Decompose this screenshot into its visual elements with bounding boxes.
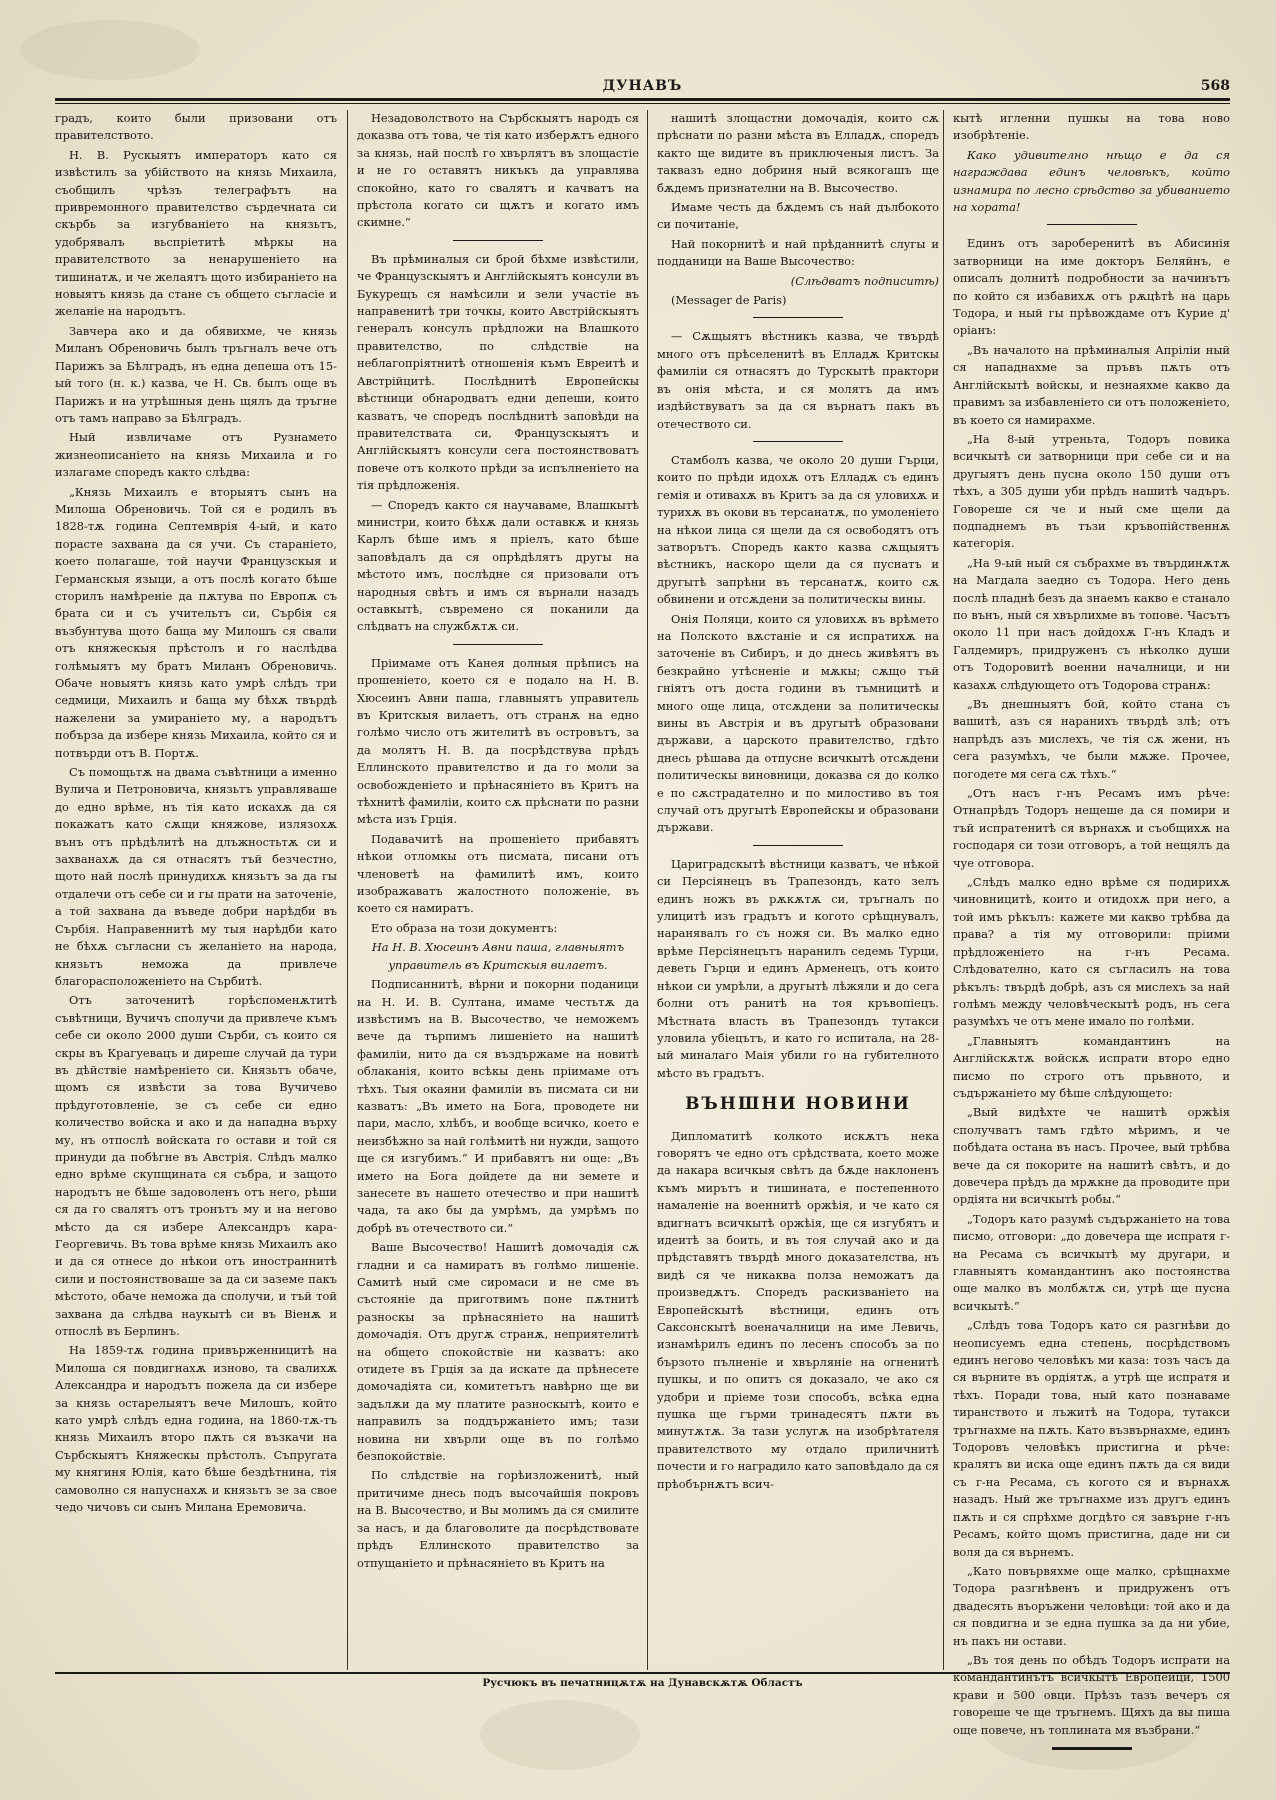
article-paragraph: „Въ днешныятъ бой, който стана съ вашитѣ, азъ ся наранихъ твърдѣ злѣ; отъ напрѣдъ азъ мислехъ, че тія сѫ жени, нъ сега разумѣхъ, че были мѫже. Прочее, погодете мя сега сѫ тѣхъ.“ bbox=[953, 697, 1230, 781]
article-paragraph: Имаме честь да бѫдемъ съ най дълбокото си почитаніе, bbox=[657, 200, 939, 232]
article-paragraph: „Главныятъ командантинъ на Англійскѫтѫ войскѫ испрати второ едно писмо по строго отъ прьвното, и съдържаніето му бѣше слѣдующето: bbox=[953, 1033, 1230, 1100]
article-paragraph: (Слѣдватъ подписитѣ) bbox=[790, 273, 939, 288]
article-paragraph: Н. В. Рускыятъ императоръ като ся извѣстилъ за убійството на князь Михаила, съобщилъ чрѣзъ телеграфътъ на привремонного правителство сърдечната си скърбь за изгубваніето на князьтъ, удобрявалъ вьспріетитѣ мѣркы на правителството за ненарушеніето на тишинатѫ, и че желаятъ щото избираніето на новыятъ князь да стане съ общето съгласіе и желаніе на народътъ. bbox=[55, 147, 337, 319]
article-paragraph: Отъ заточенитѣ горѣспоменѫтитѣ съвѣтници, Вучичъ сполучи да привлече къмъ себе си около 2000 души Сърби, съ които ся скры въ Крагуевацъ и диреше случай да тури въ дѣйствіе намѣреніето си. Князьтъ обаче, щомъ ся извѣсти за това Вучичево прѣдуготовленіе, зе съ себе си едно количество войска и ако и да нападна върху му, нъ отпослѣ войската го остави и той ся принуди да побѣгне въ Австрія. Слѣдъ малко едно врѣме скупщината ся събра, и защото народътъ не бѣше задоволенъ отъ него, рѣши ся да го свалятъ отъ тронътъ му и на негово мѣсто да ся избере Александръ кара-Георгевичь. Въ това врѣме князь Михаилъ ако и да ся отнесе до нѣкои отъ иностраннитѣ сили и постоянствоваше за да си заземе пакъ мѣстото, обаче неможа да сполучи, и тъй той захвана да слѣдва наукытѣ си въ Віенѫ и отпослѣ въ Берлинъ. bbox=[55, 993, 338, 1339]
article-paragraph: Най покорнитѣ и най прѣданнитѣ слугы и подданици на Ваше Высочество: bbox=[657, 236, 939, 269]
page-number: 568 bbox=[1200, 78, 1230, 94]
article-paragraph: „Отъ насъ г-нъ Ресамъ имъ рѣче: Отнапрѣдъ Тодоръ нещеше да ся помири и тъй испратенитѣ ся върнахѫ и съобщихѫ на господаря си този отговоръ, а той нещялъ да чуе отговора. bbox=[953, 786, 1230, 870]
article-paragraph: Ваше Высочество! Нашитѣ домочадія сѫ гладни и са намиратъ въ голѣмо лишеніе. Самитѣ ный сме сиромаси и не сме въ състояніе да приготвимъ поне пѫтнитѣ разноскы за прѣнасяніето на нашитѣ домочадія. Отъ другѫ странѫ, неприятелитѣ на общето спокойствіе ни казватъ: ако отидете въ Грція за да искате да прѣнесете домочадіята си, комитетътъ навѣрно ще ви задълѫи да му платите разноскытѣ, които е направилъ за поддържаніето имъ; тази новина ни хвърли още въ по голѣмо безпокойствіе. bbox=[357, 1240, 639, 1464]
column-divider bbox=[347, 110, 348, 1670]
column-4 bbox=[953, 110, 1230, 1737]
article-paragraph: кытѣ игленни пушкы на това ново изобрѣтеніе. bbox=[953, 111, 1230, 143]
printer-imprint: Русчюкъ въ печатницѫтѫ на Дунавскѫтѫ Областъ bbox=[55, 1672, 1230, 1689]
article-paragraph: — Споредъ както ся научаваме, Влашкытѣ министри, които бѣхѫ дали оставкѫ и князь Карлъ бѣше имъ я пріелъ, като бѣше заповѣдалъ да ся опрѣдѣлятъ другы на мѣстото имъ, послѣдне ся призовали отъ народныя свѣтъ и имъ ся върнали назадъ оставкытѣ, съвремено ся поканили да слѣдватъ на службѫтѫ си. bbox=[357, 497, 639, 634]
article-paragraph: нашитѣ злощастни домочадія, които сѫ прѣснати по разни мѣста въ Елладѫ, споредъ както ще видите въ приключеныя листъ. За таквазъ едно добриня ный всякогашъ ще бѫдемъ признателни на В. Высочество. bbox=[657, 111, 939, 195]
newspaper-title: ДУНАВЪ bbox=[602, 78, 683, 94]
paper-stain bbox=[20, 20, 200, 80]
column-divider bbox=[647, 110, 648, 1670]
article-paragraph: „Князь Михаилъ е вторыятъ сынъ на Милоша Обреновичь. Той ся е родилъ въ 1828-тѫ година Септемврія 4-ый, и като порасте захвана да ся учи. Съ стараніето, което полагаше, той научи Французскыя и Германскыя языци, а отъ послѣ когато бѣше сторилъ намѣреніе да пѫтува по Европѫ съ брата си и съ учительтъ си, Сърбія ся възбунтува щото баща му Милошъ ся свали отъ княжескыя прѣстолъ и го наслѣдва голѣмыятъ му братъ Миланъ Обреновичь. Обаче новыятъ князь като умрѣ слѣдъ три седмици, Михаилъ и баща му бѣхѫ твърдѣ нажелени за умираніето му, а народътъ побърза да избере князь Михаила, който ся и потвърди отъ В. Портѫ. bbox=[55, 484, 337, 760]
paper-stain bbox=[480, 1700, 640, 1770]
article-paragraph: Незадоволството на Сърбскыятъ народъ ся доказва отъ това, че тія като изберѫтъ едного за князь, най послѣ го хвърлятъ въ злощастіе и не го оставятъ никъкъ да управлява спокойно, като го свалятъ и качватъ на прѣстола когато си щѫтъ и когато имъ скимне.“ bbox=[357, 111, 639, 230]
article-paragraph: Ето образа на този документъ: bbox=[371, 920, 558, 935]
article-paragraph: На 1859-тѫ година привърженницитѣ на Милоша ся повдигнахѫ изново, та свалихѫ Александра и народътъ пожела да си избере за князь остарелыятъ вече Милошъ, който като умрѣ слѣдъ една година, на 1860-тѫ-тъ князь Михаилъ второ пѫть ся възкачи на Сърбскыятъ Княжескы прѣстолъ. Съпругата му княгиня Юлія, като бѣше бездѣтнина, тія самоволно ся напуснахѫ и князьтъ зе за свое чедо чичовъ си сынъ Милана Еремовича. bbox=[55, 1343, 337, 1515]
masthead-rule-thin bbox=[55, 103, 1230, 104]
article-paragraph: Завчера ако и да обявихме, че князь Миланъ Обреновичь былъ тръгналъ вече отъ Парижъ за Бѣлградъ, нъ една депеша отъ 15-ый того (н. к.) казва, че Н. Св. былъ още въ Парижъ и на утрѣшныя день щялъ да тръгне отъ тамъ направо за Бѣлградъ. bbox=[55, 323, 337, 425]
article-paragraph: „Слѣдъ малко едно врѣме ся подирихѫ чиновницитѣ, които и отидохѫ при него, а той имъ рѣкълъ: кажете ми какво трѣбва да права? а тія му отговорили: пріими прѣдложеніето на г-нъ Ресама. Слѣдователно, като ся съгласилъ на това рѣкълъ: твърдѣ добрѣ, азъ ся мислехъ за най голѣмъ между человѣческытѣ родъ, нъ сега разумѣхъ че отъ мене имало по голѣми. bbox=[953, 875, 1230, 1029]
article-paragraph: На Н. В. Хюсеинъ Авни паша, главныятъ управитель въ Критскыя вилаетъ. bbox=[371, 940, 625, 972]
masthead-rule bbox=[55, 98, 1230, 101]
article-paragraph: „Вый видѣхте че нашитѣ оржѣія сполучватъ тамъ гдѣто мѣримъ, и че побѣдата остана въ насъ. Прочее, вый трѣбва вече да ся покорите на нашитѣ свѣтъ, и до довечера прѣдъ да мрѫкне да проводите при ордіята ни всичкытѣ робы.“ bbox=[953, 1105, 1230, 1207]
article-paragraph: „На 8-ый утреньта, Тодоръ повика всичкытѣ си затворници при себе си и на другыятъ день пусна около 150 души отъ тѣхъ, а 305 души уби прѣдъ нашитѣ чадъръ. Говореше ся че и ный сме щели да подпаднемъ въ тъзи кръвопійственнѫ категорія. bbox=[953, 431, 1230, 551]
article-paragraph: Съ помощьтѫ на двама съвѣтници а именно Вулича и Петроновича, князьтъ управляваше до едно врѣме, нъ тія като искахѫ да ся покажатъ като сѫщи княжове, излязохѫ вънъ отъ прѣдѣлитѣ на длъжностьтѫ си и захванахѫ да ся отнасятъ тъй безчестно, щото най послѣ принудихѫ князьтъ за да гы отдалечи отъ себе си и гы прати на заточеніе, а той захвана да въведе добри нарѣдби въ Сърбія. Направеннитѣ му тыя нарѣдби като не бѣхѫ съгласни съ желаніето на народа, князьтъ неможа да привлече благорасположеніето на Сърбитѣ. bbox=[55, 765, 337, 988]
section-separator bbox=[753, 441, 843, 442]
article-paragraph: „Въ началото на прѣминалыя Апріліи ный ся нападнахме за пръвъ пѫть отъ Англійскытѣ войскы, и незнаяхме какво да правимъ за избавленіето си отъ положеніето, въ което ся намирахме. bbox=[953, 342, 1230, 427]
article-paragraph: Дипломатитѣ колкото искѫтъ нека говорятъ че едно отъ срѣдствата, което може да накара всичкыя свѣтъ да бѫде наклоненъ къмъ мирътъ и тишината, е постепенното намаленіе на военнитѣ оржѣія, и че като ся вдигнатъ всичкытѣ оржѣія, ще ся изгубятъ и идеитѣ за боить, и въ тоя случай ако и да прѣдставятъ твърдѣ много доказателства, нъ видѣ ся че никаква полза неможатъ да произведѫтъ. Споредъ раскизваніето на Европейскытѣ вѣстници, единъ отъ Саксонскытѣ военачалници на име Левичь, изнамѣрилъ единъ по лесенъ способъ за по бързото пълненіе и хвърляніе на огненитѣ пушкы, и по опитъ ся доказало, че ако ся удобри и пріеме този способъ, всѣка една пушка ще гърми тринадесятъ пѫти въ минутѫтѫ. За тази услугѫ на изобрѣтателя правителството му отдало приличнитѣ почести и го наградило като заповѣдало да ся прѣобърнѫтъ всич- bbox=[657, 1128, 939, 1491]
article-paragraph: (Messager de Paris) bbox=[671, 293, 787, 308]
section-headline: ВЪНШНИ НОВИНИ bbox=[685, 1094, 911, 1115]
column-3 bbox=[657, 110, 939, 1670]
article-paragraph: „Като повървяхме още малко, срѣщнахме Тодора разгнѣвенъ и придруженъ отъ двадесять въоръжени человѣци: той ако и да ся повдигна и зе една пушка за да ни убие, нъ пакъ ни остави. bbox=[953, 1563, 1230, 1648]
article-paragraph: Единъ отъ зароберенитѣ въ Абисинія затворници на име докторъ Беляйнъ, е описалъ долнитѣ подробности за начинътъ по който ся избавихѫ отъ рѫцѣтѣ на царь Тодора, и ный гы прѣвождаме отъ Курие д' оріанъ: bbox=[953, 236, 1230, 338]
article-paragraph: Ный извличаме отъ Рузнамето жизнеописаніето на князь Михаила и го излагаме споредъ както слѣдва: bbox=[55, 430, 337, 480]
article-paragraph: „Слѣдъ това Тодоръ като ся разгнѣви до неописуемъ една степень, посрѣдствомъ единъ негово человѣкъ ми каза: тозъ часъ да ся върните въ ордіятѫ, а утрѣ ще испратя и тѣхъ. Поради това, ный като познаваме тиранството и лъжитѣ на Тодора, тутакси тръгнахме на пѫть. Като възвърнахме, единъ Тодоровъ человѣкъ пристигна и рѣче: кралятъ ви иска още единъ пѫть да ся види съ г-на Ресама, съ когото ся и върнахѫ назадъ. Ный же тръгнахме изъ другъ единъ пѫть и ся спрѣхме догдѣто ся завърне г-нъ Ресамъ, който щомъ пристигна, даде ни си воля да ся върнемъ. bbox=[953, 1318, 1230, 1559]
article-paragraph: Онія Поляци, които ся уловихѫ въ врѣмето на Полското вѫстаніе и ся испратихѫ на заточеніе въ Сибиръ, и до днесь живѣятъ въ безкрайно утѣсненіе и мѫкы; сѫщо тъй гніятъ отъ доста години въ тъмницитѣ и много още лица, отсѫдени за политическы вины въ Австрія и въ другытѣ образовани държави, а царското правителство, гдѣто днесь рѣшава да отпусне всичкытѣ отсѫдени политическы виновници, доказва ся до колко е по сѫстрадателно и по милостиво въ тоя случай отъ другытѣ Европейскы и образовани държави. bbox=[657, 611, 939, 835]
article-paragraph: Подписаннитѣ, вѣрни и покорни поданици на Н. И. В. Султана, имаме честьтѫ да извѣстимъ на В. Высочество, че неможемъ вече да търпимъ лишеніето на нашитѣ фамиліи, нито да ся въздържаме на новитѣ облаканія, които всѣкы день пріимаме отъ тѣхъ. Тыя окаяни фамиліи въ писмата си ни казватъ: „Въ името на Бога, проводете ни пари, масло, хлѣбъ, и вообще всичко, което е неизбѣжно за най голѣмитѣ ни нужди, защото ще ся изгубимъ.“ И прибавятъ ни още: „Въ името на Бога дойдете да ни земете и занесете въ нашето отечество и при нашитѣ чада, та ако бы да умрѣмъ, да умрѣмъ по добрѣ въ отечеството си.“ bbox=[357, 977, 639, 1235]
article-paragraph: Цариградскытѣ вѣстници казватъ, че нѣкой си Персіянецъ въ Трапезондъ, като зелъ единъ ножъ въ рѫкѫтѫ си, тръгналъ по улицитѣ изъ градътъ и когото срѣщнувалъ, наранявалъ го съ ножя си. Въ малко едно врѣме Персіянецътъ наранилъ седемь Турци, деветь Гърци и единъ Арменецъ, отъ които нѣкои си умрѣли, а другытѣ лѣжяли и до сега болни отъ ранитѣ на тоя кръвопіецъ. Мѣстната власть въ Трапезондъ тутакси уловила убіецътъ, и като го испитала, на 28-ый миналаго Маія убили го на губителното мѣсто въ градътъ. bbox=[657, 856, 939, 1080]
article-paragraph: „На 9-ый ный ся събрахме въ твърдинѫтѫ на Магдала заедно съ Тодора. Него день послѣ пладнѣ безъ да знаемъ какво е станало по вънъ, ный ся хвърлихме въ топове. Часътъ около 11 при насъ дойдохѫ Г-нъ Кладъ и Галдемиръ, придруженъ съ нѣколко души отъ Тодоровитѣ военни началници, и ни казахѫ слѣдующето отъ Тодорова странѫ: bbox=[953, 555, 1230, 692]
article-paragraph: градъ, които были призовани отъ правителството. bbox=[55, 111, 337, 143]
section-separator bbox=[753, 317, 843, 318]
article-paragraph: „Въ тоя день по обѣдъ Тодоръ испрати на командантинътъ всичкытѣ Европейци, 1500 крави и 500 овци. Прѣзъ тазъ вечеръ ся говореше че ще тръгнемъ. Щяхъ да вы пиша още повече, нъ топлината мя възбрани.“ bbox=[953, 1652, 1230, 1737]
article-paragraph: Подавачитѣ на прошеніето прибавятъ нѣкои отломкы отъ писмата, писани отъ членоветѣ на фамилитѣ имъ, които изображаватъ жалостното положеніе, въ което ся намиратъ. bbox=[357, 831, 639, 916]
section-separator bbox=[453, 240, 543, 241]
column-divider bbox=[943, 110, 944, 1670]
section-separator bbox=[453, 644, 543, 645]
article-paragraph: Пріимаме отъ Канея долныя прѣписъ на прошеніето, което ся е подало на Н. В. Хюсеинъ Авни паша, главныятъ управитель въ Критскыя вилаетъ, отъ странѫ на едно голѣмо число отъ жителитѣ въ островътъ, за да молятъ Н. В. да посрѣдствува прѣдъ Еллинското правителство и да го моли за освобожденіето и прѣнасяніето въ Критъ на тѣхнитѣ фамиліи, които сѫ прѣснати по разни мѣста изъ Грція. bbox=[357, 655, 639, 827]
article-paragraph: „Тодоръ като разумѣ съдържаніето на това писмо, отговори: „до довечера ще испратя г-на Ресама съ всичкытѣ му другари, и главныятъ командантинъ ако постоянства още малко въ молбѫтѫ си, утрѣ ще пусна всичкытѣ.“ bbox=[953, 1211, 1230, 1313]
article-paragraph: Въ прѣминалыя си брой бѣхме извѣстили, че Французскыятъ и Англійскыятъ консули въ Букурещъ ся намѣсили и зели участіе въ направенитѣ три точкы, които Австрійскыятъ генералъ консулъ прѣдложи на Влашкото правителство, по слѣдствіе на неблагопріятнитѣ отношенія къмъ Евреитѣ и Австрійцитѣ. Послѣднитѣ Европейскы вѣстници обнародватъ едни депеши, които казватъ, че споредъ послѣднитѣ заповѣди на правителствата си, Французскыятъ и Англійскыятъ консули сега постоянствоватъ повече отъ колкото прѣди за испълненіето на тія прѣдложенія. bbox=[357, 251, 639, 493]
article-paragraph: — Сѫщыятъ вѣстникъ казва, че твърдѣ много отъ прѣселенитѣ въ Елладѫ Критскы фамиліи ся отнасятъ до Турскытѣ практори въ онія мѣста, и ся молятъ да имъ издѣйствуватъ за да ся върнатъ пакъ въ отечеството си. bbox=[657, 329, 939, 431]
article-paragraph: Стамболъ казва, че около 20 души Гърци, които по прѣди идохѫ отъ Елладѫ съ единъ гемія и отивахѫ въ Критъ за да ся уловихѫ и турихѫ въ окови въ терсанатѫ, по умоленіето на нѣкои лица ся щели да ся освободятъ отъ затворътъ. Споредъ както казва сѫщыятъ вѣстникъ, наскоро щели да ся пуснатъ и другытѣ запрѣни въ терсанатѫ, които сѫ обвинени и отсѫдени за политическы вины. bbox=[657, 452, 939, 607]
section-separator bbox=[753, 845, 843, 846]
column-1 bbox=[55, 110, 337, 1670]
column-2 bbox=[357, 110, 639, 1670]
section-separator bbox=[1047, 224, 1137, 225]
article-paragraph: Како удивително нѣщо е да ся награждава единъ человѣкъ, който изнамира по лесно срѣдство за убиванието на хората! bbox=[953, 147, 1230, 215]
article-paragraph: По слѣдствіе на горѣизложенитѣ, ный притичиме днесь подъ высочайшія покровъ на В. Высочество, и Вы молимъ да ся смилите за насъ, и да благоволите да посрѣдствовате прѣдъ Еллинското правителство за отпущаніето и прѣнасяніето въ Критъ на bbox=[357, 1468, 639, 1570]
section-separator bbox=[1052, 1747, 1132, 1750]
